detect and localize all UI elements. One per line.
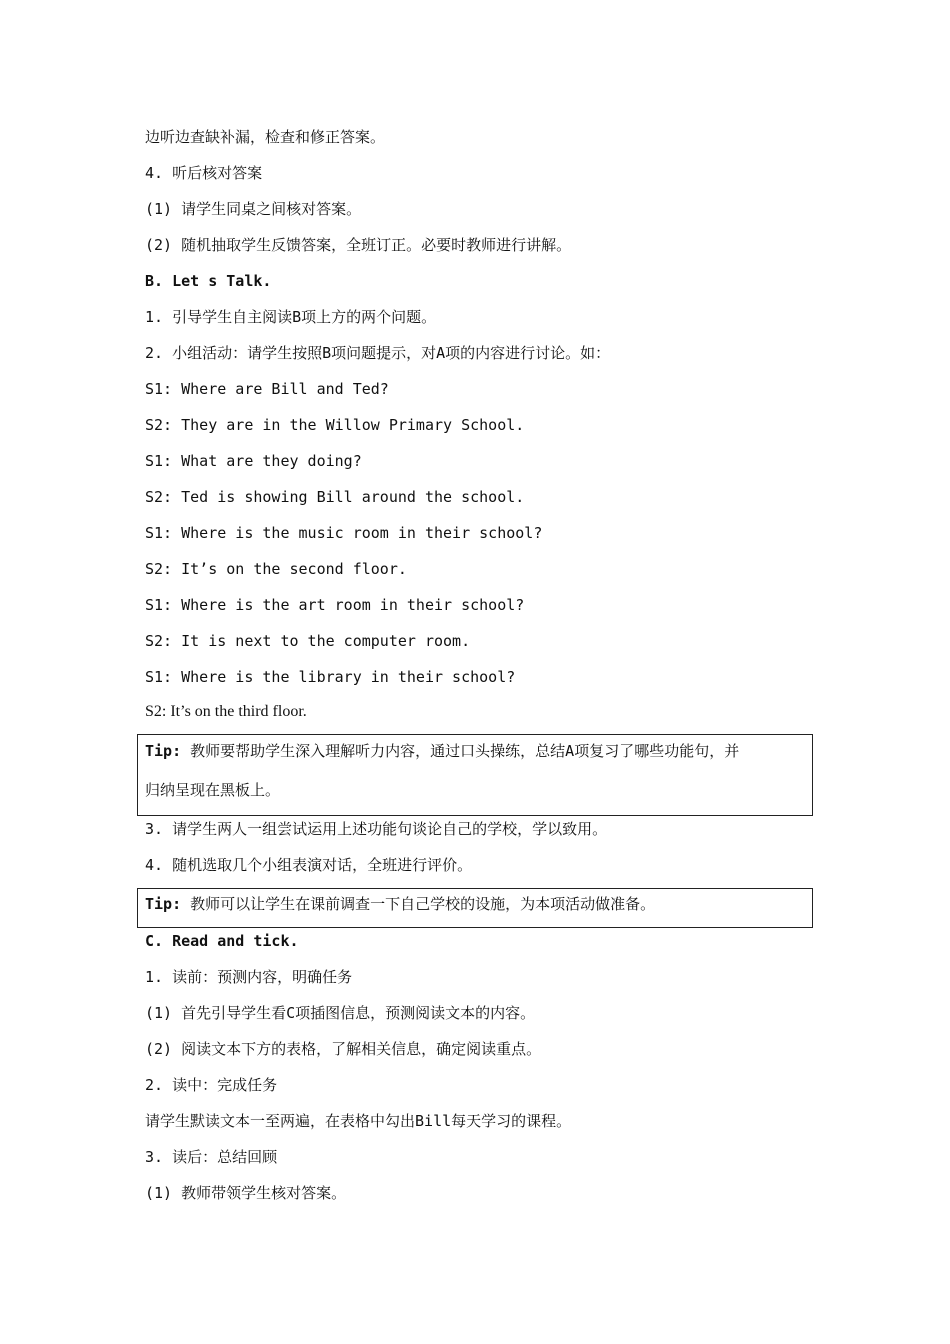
tip-text-line-1: 教师要帮助学生深入理解听力内容，通过口头操练，总结A项复习了哪些功能句，并 [190,742,740,760]
section-heading-b: B. Let s Talk. [145,272,272,290]
dialogue-line: S2: Ted is showing Bill around the school. [145,488,525,506]
dialogue-line: S1: Where is the art room in their school? [145,596,525,614]
paragraph-line: 4. 随机选取几个小组表演对话，全班进行评价。 [145,856,473,874]
paragraph-line: (1) 首先引导学生看C项插图信息，预测阅读文本的内容。 [145,1004,536,1022]
paragraph-line: (2) 随机抽取学生反馈答案，全班订正。必要时教师进行讲解。 [145,236,572,254]
tip-text-line-2: 归纳呈现在黑板上。 [145,781,281,799]
paragraph-line: 边听边查缺补漏，检查和修正答案。 [145,128,386,146]
tip-text-line-1: 教师可以让学生在课前调查一下自己学校的设施，为本项活动做准备。 [190,895,656,913]
dialogue-line: S1: What are they doing? [145,452,362,470]
tip-label: Tip: [145,742,182,760]
tip-label: Tip: [145,895,182,913]
paragraph-line: 2. 小组活动：请学生按照B项问题提示，对A项的内容进行讨论。如： [145,344,611,362]
dialogue-line: S2: It’s on the second floor. [145,560,407,578]
tip-text [145,741,739,761]
paragraph-line: (1) 请学生同桌之间核对答案。 [145,200,362,218]
tip-box-1 [137,734,813,816]
dialogue-line: S1: Where is the music room in their school? [145,524,543,542]
paragraph-line: 请学生默读文本一至两遍，在表格中勾出Bill每天学习的课程。 [145,1112,572,1130]
section-heading-c: C. Read and tick. [145,932,299,950]
tip-text [145,894,655,914]
paragraph-line: 3. 读后：总结回顾 [145,1148,278,1166]
dialogue-line: S2: It’s on the third floor. [145,703,307,720]
dialogue-line: S2: It is next to the computer room. [145,632,471,650]
dialogue-line: S1: Where is the library in their school? [145,668,516,686]
paragraph-line: 3. 请学生两人一组尝试运用上述功能句谈论自己的学校，学以致用。 [145,820,608,838]
tip-box-2 [137,888,813,928]
paragraph-line: (2) 阅读文本下方的表格，了解相关信息，确定阅读重点。 [145,1040,542,1058]
paragraph-line: 2. 读中：完成任务 [145,1076,278,1094]
paragraph-line: (1) 教师带领学生核对答案。 [145,1184,347,1202]
paragraph-line: 1. 读前：预测内容，明确任务 [145,968,353,986]
paragraph-line: 1. 引导学生自主阅读B项上方的两个问题。 [145,308,437,326]
dialogue-line: S2: They are in the Willow Primary School. [145,416,525,434]
paragraph-line: 4. 听后核对答案 [145,164,263,182]
dialogue-line: S1: Where are Bill and Ted? [145,380,389,398]
